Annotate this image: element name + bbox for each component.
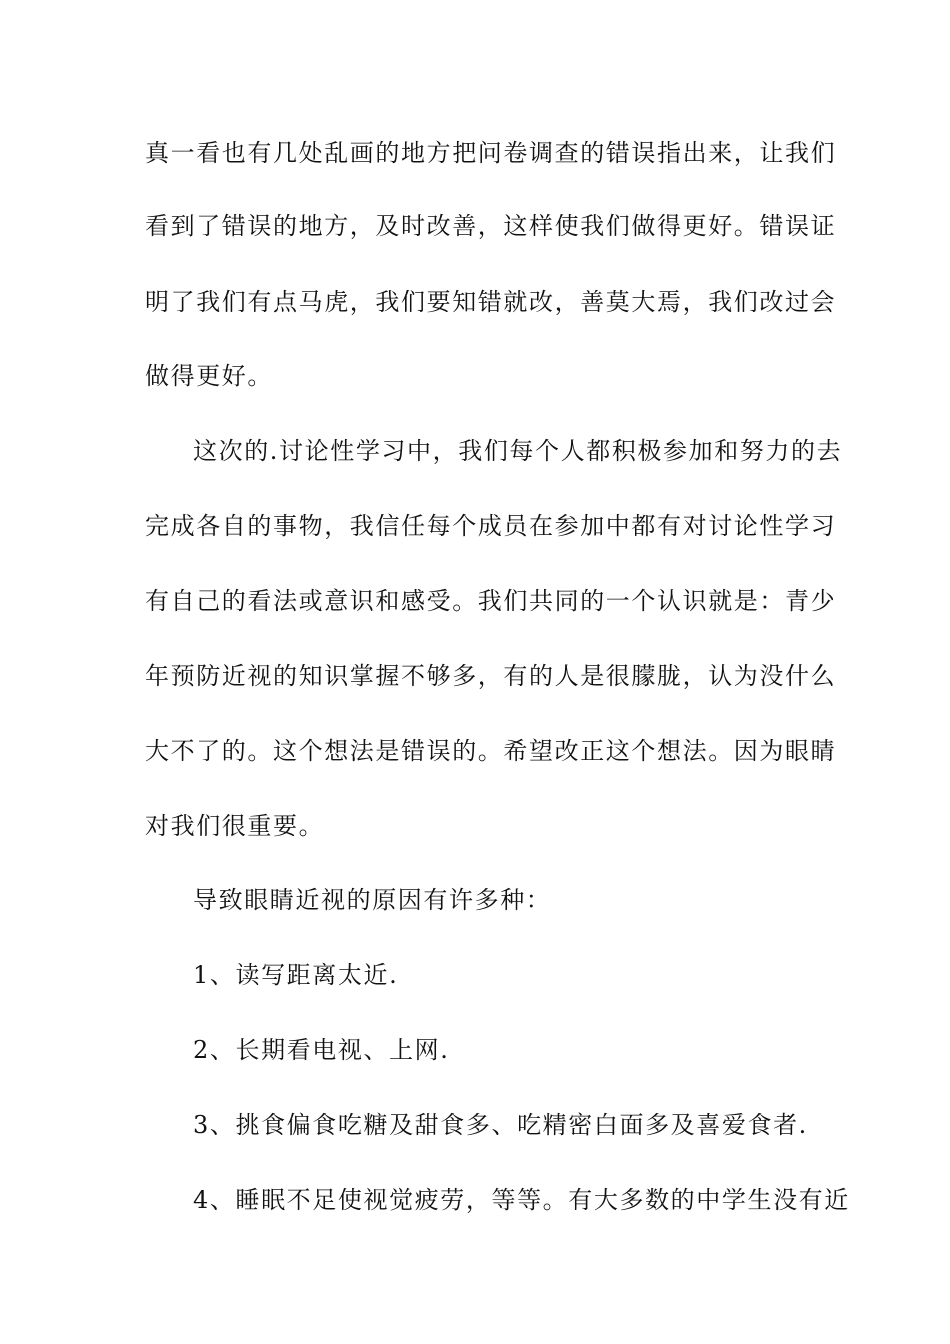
text-line-11: 导致眼睛近视的原因有许多种： bbox=[193, 886, 552, 914]
text-line-5: 这次的.讨论性学习中，我们每个人都积极参加和努力的去 bbox=[193, 437, 843, 465]
list-item-1: 1、读写距离太近. bbox=[193, 961, 399, 989]
text-line-8: 年预防近视的知识掌握不够多，有的人是很朦胧，认为没什么 bbox=[145, 662, 837, 690]
list-item-4: 4、睡眠不足使视觉疲劳，等等。有大多数的中学生没有近 bbox=[193, 1186, 850, 1214]
text-line-2: 看到了错误的地方，及时改善，这样使我们做得更好。错误证 bbox=[145, 212, 837, 240]
text-line-1: 真一看也有几处乱画的地方把问卷调查的错误指出来，让我们 bbox=[145, 139, 837, 167]
text-line-6: 完成各自的事物，我信任每个成员在参加中都有对讨论性学习 bbox=[145, 512, 837, 540]
list-item-3: 3、挑食偏食吃糖及甜食多、吃精密白面多及喜爱食者. bbox=[193, 1111, 808, 1139]
text-line-10: 对我们很重要。 bbox=[145, 812, 325, 840]
list-item-2: 2、长期看电视、上网. bbox=[193, 1036, 450, 1064]
text-line-9: 大不了的。这个想法是错误的。希望改正这个想法。因为眼睛 bbox=[145, 737, 837, 765]
text-line-7: 有自己的看法或意识和感受。我们共同的一个认识就是：青少 bbox=[145, 587, 837, 615]
text-line-4: 做得更好。 bbox=[145, 362, 273, 390]
text-line-3: 明了我们有点马虎，我们要知错就改，善莫大焉，我们改过会 bbox=[145, 288, 837, 316]
